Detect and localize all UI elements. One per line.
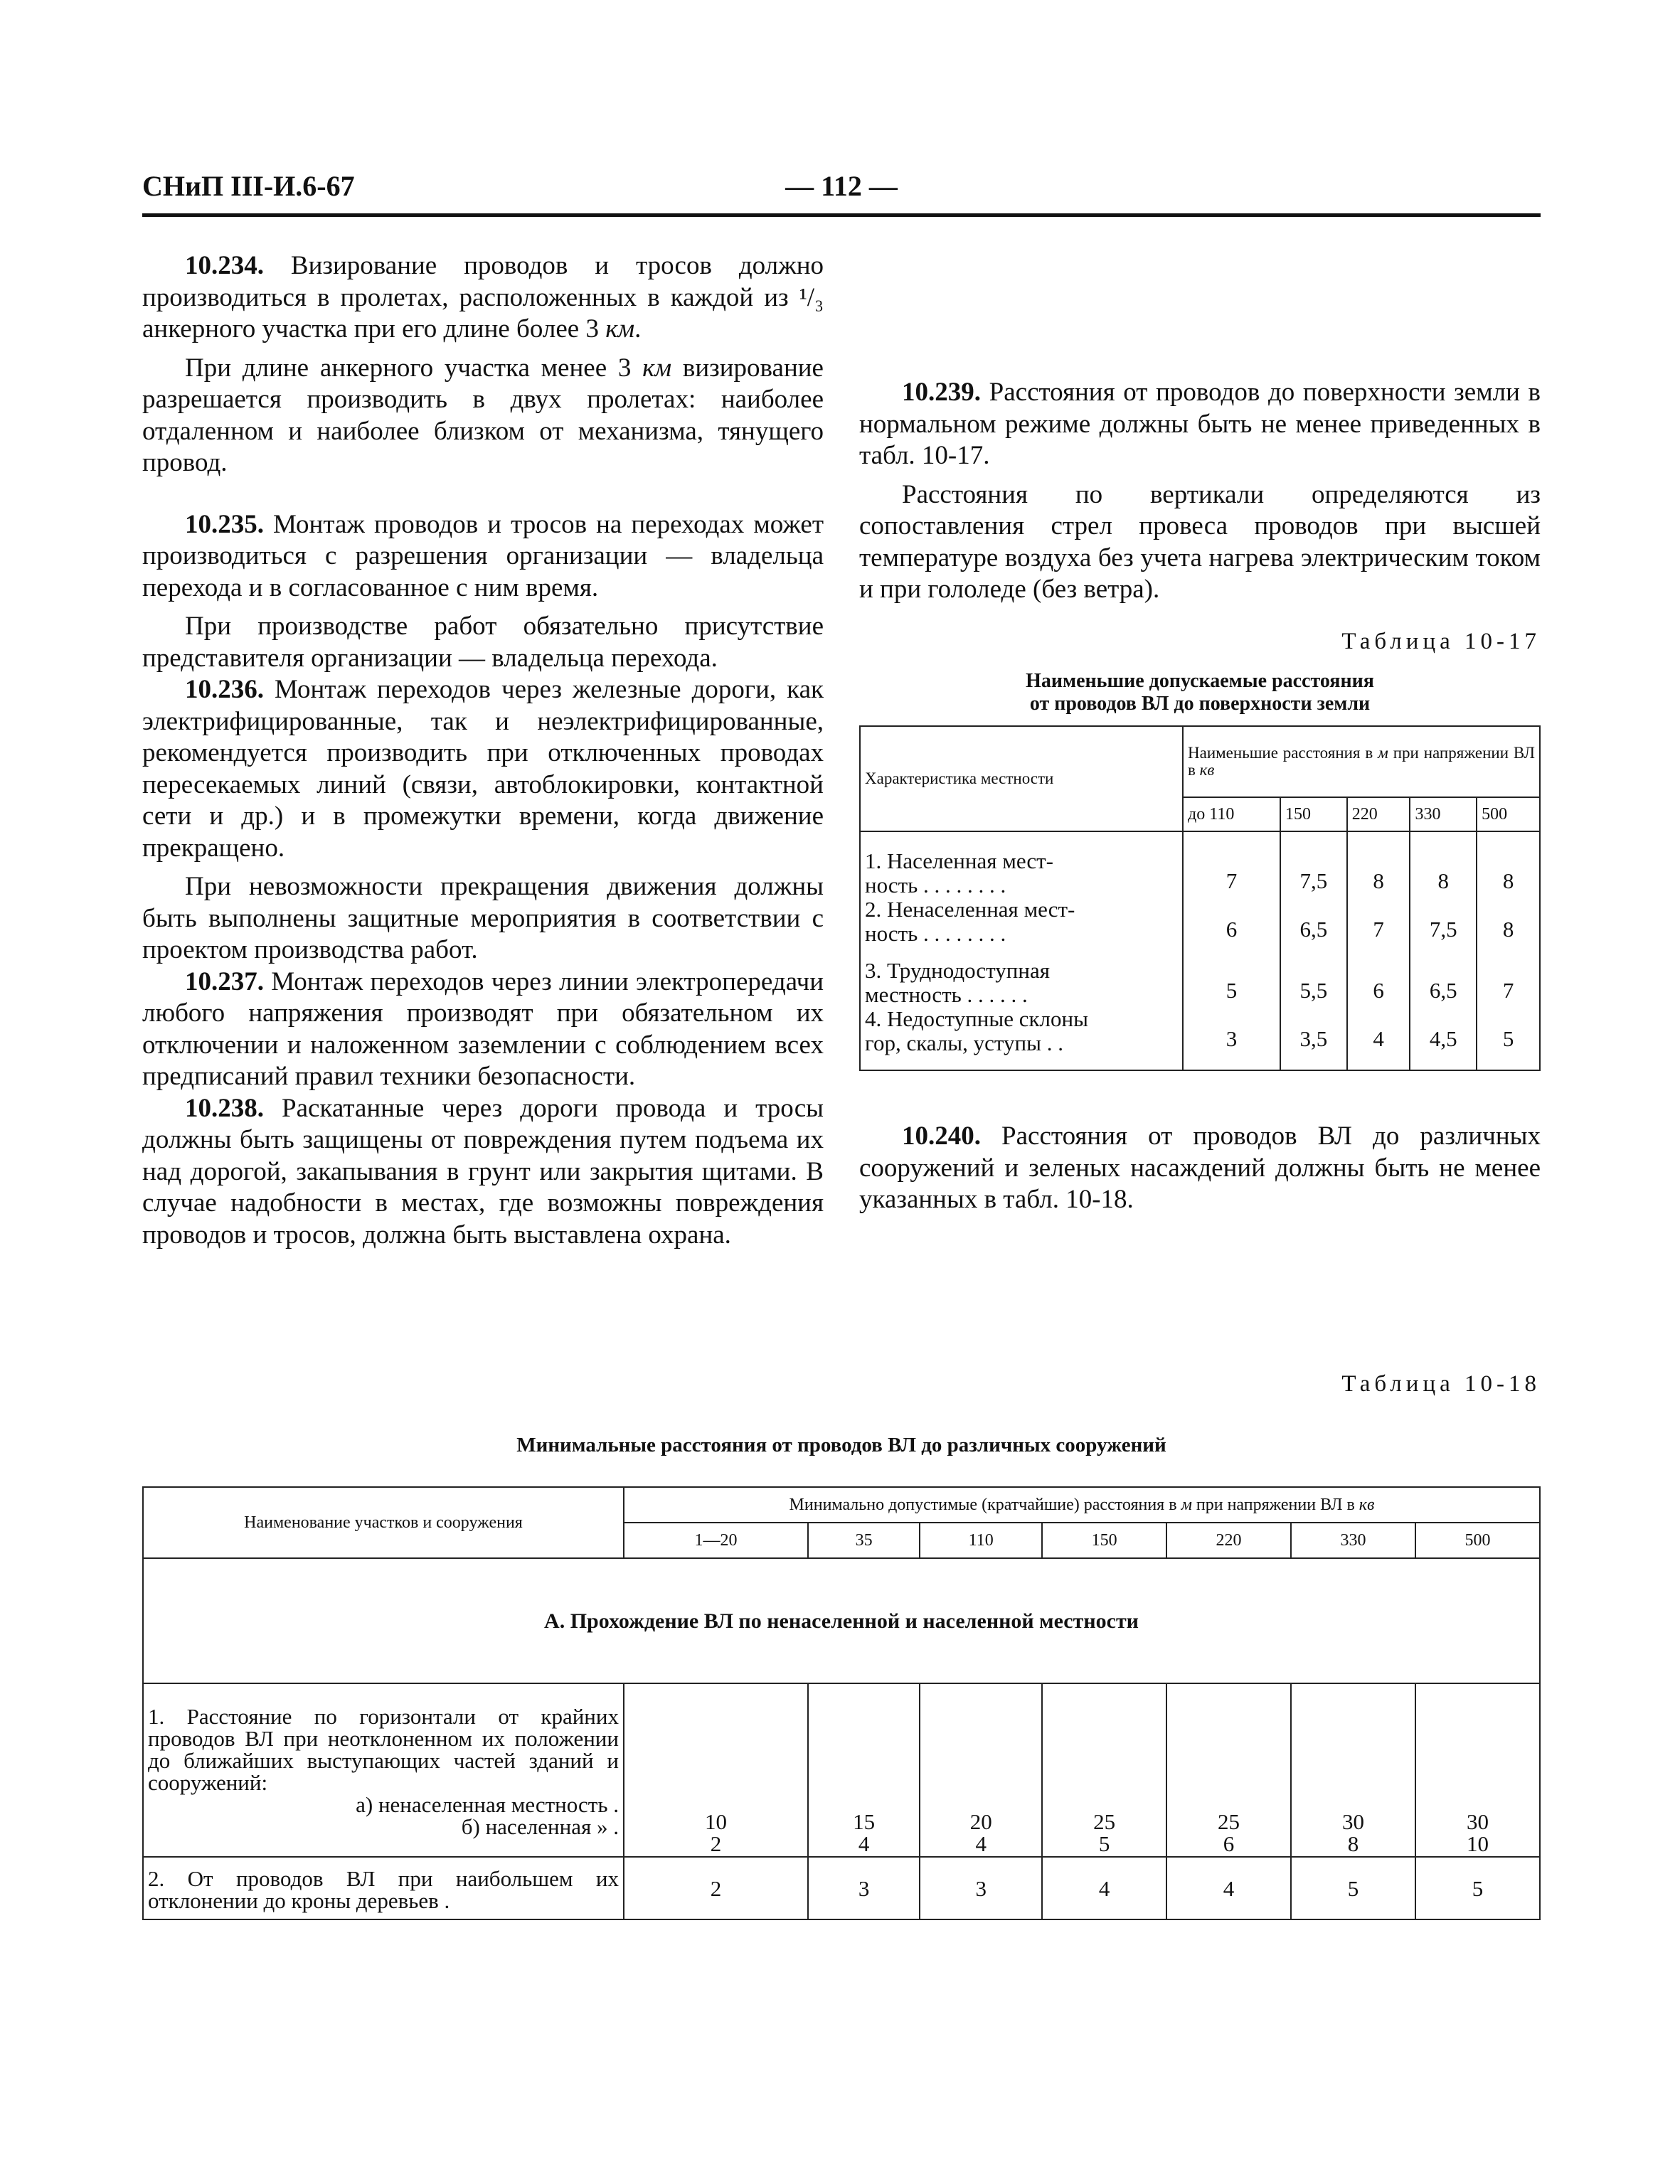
header-text: Наименьшие расстояния в (1188, 744, 1378, 762)
table-cell: 8 (1477, 897, 1540, 946)
table-cell: 7,5 (1410, 897, 1477, 946)
table-10-17 (859, 725, 1541, 1071)
row-sublabel: б) населенная » . (461, 1814, 619, 1839)
paragraph-text: Визирование проводов и тросов должно производиться в пролетах, расположенных в каждой из (142, 251, 824, 312)
section-row (143, 1558, 1540, 1683)
paragraph-text: . (634, 314, 642, 343)
header-rule (142, 213, 1541, 217)
table-cell: 2 (624, 1857, 808, 1919)
row-sublabel: а) ненаселенная местность . (356, 1792, 619, 1817)
table-cell: 3 (1183, 1007, 1280, 1070)
table-cell: 4 (1347, 1007, 1410, 1070)
table-row (143, 1683, 1540, 1857)
table-cell (1166, 1683, 1291, 1857)
row-label (860, 1007, 1183, 1070)
row-label (860, 897, 1183, 946)
paragraph-10-238 (142, 1093, 824, 1252)
row-label-line: 1. Населенная мест- (865, 848, 1053, 873)
paragraph-text: Монтаж переходов через железные дороги, как электрифицированные, так и неэлектрифицированные, рекомендуется производить при отключенных проводах пересекаемых линий (связи, автоблокировки, контактной сети и др.) и в промежутки времени, когда движение прекращено. (142, 675, 824, 863)
table-cell: 7 (1477, 946, 1540, 1007)
table-cell: 7 (1347, 897, 1410, 946)
paragraph-number: 10.237. (185, 966, 264, 996)
paragraph-10-235-cont: При производстве работ обязательно присутствие представителя организации — владельца перехода. (142, 612, 824, 673)
table-title-line: Наименьшие допускаемые расстояния (1026, 670, 1374, 692)
table-cell: 5 (1415, 1857, 1540, 1919)
cell-value: 20 (969, 1809, 992, 1834)
table-10-17-title (859, 670, 1541, 715)
cell-value: 30 (1341, 1809, 1364, 1834)
paragraph-10-240 (859, 1121, 1541, 1216)
row-label-line: 3. Труднодоступная (865, 958, 1051, 983)
paragraph-10-234 (142, 250, 824, 346)
paragraph-number: 10.239. (902, 378, 981, 407)
voltage-header: 110 (920, 1523, 1042, 1558)
table-cell (808, 1683, 920, 1857)
table-cell: 5 (1291, 1857, 1415, 1919)
table-cell: 5 (1183, 946, 1280, 1007)
paragraph-text: Монтаж проводов и тросов на переходах может производиться с разрешения организации — владельца перехода и в согласованное с ним время. (142, 509, 824, 602)
paragraph-10-239-cont: Расстояния по вертикали определяются из сопоставления стрел провеса проводов при высшей температуре воздуха без учета нагрева электрическим током и при гололеде (без ветра). (859, 479, 1541, 604)
cell-value: 8 (1347, 1831, 1359, 1856)
voltage-header: 1—20 (624, 1523, 808, 1558)
header-text: Минимально допустимые (кратчайшие) расстояния в (789, 1496, 1181, 1514)
table-cell: 5 (1477, 1007, 1540, 1070)
table-header-row (860, 726, 1540, 797)
voltage-header: 150 (1280, 797, 1347, 831)
table-cell: 5,5 (1280, 946, 1347, 1007)
paragraph-number: 10.234. (185, 251, 264, 280)
row-label-line: ность . . . . . . . . (865, 873, 1006, 897)
paragraph-number: 10.235. (185, 509, 264, 539)
paragraph-text: Расстояния от проводов до поверхности земли в нормальном режиме должны быть не менее приведенных в табл. 10-17. (859, 378, 1541, 470)
row-label (860, 831, 1183, 897)
column-header-distances (1183, 726, 1540, 797)
paragraph-text: Монтаж переходов через линии электропередачи любого напряжения производят при обязательном их отключении и наложенном заземлении с соблюдением всех предписаний правил техники безопасности. (142, 966, 824, 1091)
cell-value: 2 (710, 1831, 722, 1856)
paragraph-number: 10.240. (902, 1122, 981, 1151)
voltage-header: 220 (1166, 1523, 1291, 1558)
table-row (860, 1007, 1540, 1070)
paragraph-10-236-cont: При невозможности прекращения движения должны быть выполнены защитные мероприятия в соответствии с проектом производства работ. (142, 872, 824, 964)
table-cell: 3 (808, 1857, 920, 1919)
column-header-locality: Характеристика местности (860, 726, 1183, 831)
cell-value: 25 (1093, 1809, 1116, 1834)
paragraph-10-239 (859, 377, 1541, 472)
unit: км (642, 353, 672, 383)
page-number: — 112 — (785, 170, 898, 202)
cell-value: 6 (1223, 1831, 1235, 1856)
table-cell (624, 1683, 808, 1857)
column-header-distances (624, 1487, 1540, 1523)
voltage-header: 330 (1410, 797, 1477, 831)
table-row (860, 831, 1540, 897)
header-text: при напряжении ВЛ в (1191, 1496, 1359, 1514)
row-label-line: 4. Недоступные склоны (865, 1006, 1088, 1031)
unit: м (1378, 744, 1388, 762)
table-header-row (143, 1487, 1540, 1523)
table-cell (920, 1683, 1042, 1857)
paragraph-text: визирование разрешается производить в двух пролетах: наиболее отдаленном и наиболее близком от механизма, тянущего провод. (142, 353, 824, 477)
paragraph-10-236 (142, 674, 824, 864)
document-code: СНиП III-И.6-67 (142, 170, 355, 202)
table-cell (1042, 1683, 1166, 1857)
voltage-header: 330 (1291, 1523, 1415, 1558)
table-cell: 4 (1166, 1857, 1291, 1919)
table-10-18 (142, 1486, 1541, 1920)
table-cell: 3 (920, 1857, 1042, 1919)
table-cell: 6,5 (1410, 946, 1477, 1007)
cell-value: 15 (853, 1809, 876, 1834)
cell-value: 30 (1466, 1809, 1489, 1834)
right-column (859, 250, 1541, 1216)
row-label: 2. От проводов ВЛ при наибольшем их отклонении до кроны деревьев . (143, 1857, 624, 1919)
table-cell: 4 (1042, 1857, 1166, 1919)
row-label (860, 946, 1183, 1007)
unit: кв (1359, 1496, 1375, 1514)
paragraph-number: 10.236. (185, 675, 264, 704)
table-10-17-caption: Таблица 10-17 (1341, 628, 1541, 654)
voltage-header: 150 (1042, 1523, 1166, 1558)
voltage-header: 220 (1347, 797, 1410, 831)
voltage-header: до 110 (1183, 797, 1280, 831)
unit: м (1181, 1496, 1192, 1514)
paragraph-text: Расстояния от проводов ВЛ до различных сооружений и зеленых насаждений должны быть не менее указанных в табл. 10-18. (859, 1122, 1541, 1214)
voltage-header: 500 (1477, 797, 1540, 831)
running-header (142, 169, 1541, 212)
paragraph-10-235 (142, 509, 824, 604)
table-cell: 8 (1347, 831, 1410, 897)
table-cell: 6,5 (1280, 897, 1347, 946)
cell-value: 10 (1466, 1831, 1489, 1856)
cell-value: 4 (975, 1831, 987, 1856)
fraction: ¹/₃ (799, 282, 824, 312)
table-cell (1415, 1683, 1540, 1857)
row-label (143, 1683, 624, 1857)
header-text: при напряжении ВЛ в (1188, 744, 1535, 779)
cell-value: 4 (858, 1831, 870, 1856)
table-row (860, 897, 1540, 946)
cell-value: 10 (704, 1809, 727, 1834)
paragraph-10-237 (142, 966, 824, 1093)
table-title-line: от проводов ВЛ до поверхности земли (1029, 693, 1371, 715)
table-row (860, 946, 1540, 1007)
paragraph-10-234-cont (142, 353, 824, 479)
row-label-line: 2. Ненаселенная мест- (865, 897, 1075, 922)
row-label-line: ность . . . . . . . . (865, 921, 1006, 946)
table-cell: 7 (1183, 831, 1280, 897)
table-cell (1291, 1683, 1415, 1857)
table-cell: 7,5 (1280, 831, 1347, 897)
table-cell: 3,5 (1280, 1007, 1347, 1070)
paragraph-text: анкерного участка при его длине более 3 (142, 314, 606, 343)
column-header-sections: Наименование участков и сооружения (143, 1487, 624, 1558)
table-10-18-caption: Таблица 10-18 (1341, 1371, 1541, 1397)
continued-paragraph-space (859, 250, 1541, 377)
voltage-header: 35 (808, 1523, 920, 1558)
table-cell: 8 (1410, 831, 1477, 897)
table-cell: 8 (1477, 831, 1540, 897)
row-label-text: 1. Расстояние по горизонтали от крайних проводов ВЛ при неотклоненном их положении до ближайших выступающих частей зданий и сооружений: (148, 1704, 619, 1795)
paragraph-text: Раскатанные через дороги провода и тросы должны быть защищены от повреждения путем подъема их над дорогой, закапывания в грунт или закрытия щитами. В случае надобности в местах, где возможны повреждения проводов и тросов, должна быть выставлена охрана. (142, 1093, 824, 1250)
table-cell: 4,5 (1410, 1007, 1477, 1070)
table-10-18-title: Минимальные расстояния от проводов ВЛ до различных сооружений (516, 1434, 1166, 1456)
cell-value: 5 (1098, 1831, 1110, 1856)
row-label-line: местность . . . . . . (865, 982, 1028, 1007)
table-row (143, 1857, 1540, 1919)
section-heading: А. Прохождение ВЛ по ненаселенной и населенной местности (143, 1558, 1540, 1683)
paragraph-text: При длине анкерного участка менее 3 (185, 353, 643, 383)
voltage-header: 500 (1415, 1523, 1540, 1558)
table-cell: 6 (1183, 897, 1280, 946)
table-cell: 6 (1347, 946, 1410, 1007)
unit: кв (1199, 761, 1215, 779)
unit: км (605, 314, 635, 343)
paragraph-number: 10.238. (185, 1093, 264, 1123)
cell-value: 25 (1218, 1809, 1240, 1834)
row-label-line: гор, скалы, уступы . . (865, 1030, 1063, 1055)
left-column (142, 250, 824, 1251)
